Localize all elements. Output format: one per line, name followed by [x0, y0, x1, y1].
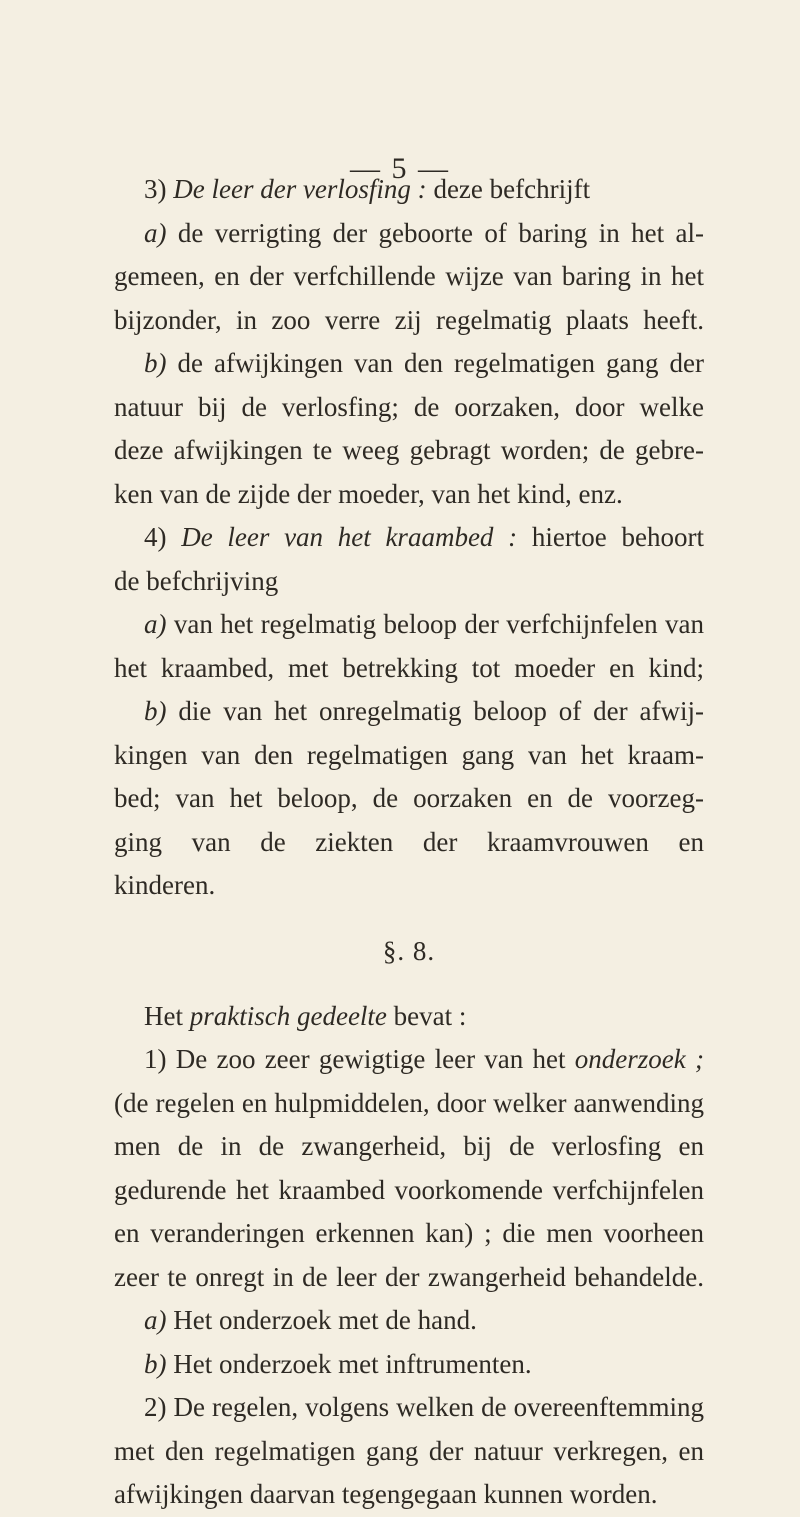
text-run: bed; van het beloop, de oorzaken en de voorzeg-: [114, 783, 704, 813]
text-line: [114, 299, 704, 343]
text-line: [114, 1343, 704, 1387]
text-line: [114, 1299, 704, 1343]
text-line: [114, 342, 704, 386]
italic-text: b): [144, 696, 167, 726]
text-line: [114, 168, 704, 212]
text-run: kingen van den regelmatigen gang van het kraam-: [114, 739, 704, 770]
text-line: [114, 473, 704, 517]
text-line: [114, 1125, 704, 1169]
text-run: met den regelmatigen gang der natuur verkregen, en: [114, 1435, 704, 1466]
text-line: [114, 603, 704, 647]
text-run: ken van de zijde der moeder, van het kind, enz.: [114, 478, 623, 509]
text-run: afwijkingen daarvan tegengegaan kunnen worden.: [114, 1479, 658, 1509]
italic-text: De leer der verlosfing :: [173, 174, 427, 204]
text-run: die van het onregelmatig beloop of der afwij-: [166, 696, 704, 726]
text-run: de befchrijving: [114, 565, 279, 596]
text-run: gedurende het kraambed voorkomende verfchijnfelen: [114, 1174, 704, 1205]
text-line: [114, 647, 704, 691]
text-line: [114, 777, 704, 821]
text-line: [114, 864, 704, 908]
text-line: [114, 255, 704, 299]
text-line: [114, 995, 704, 1039]
text-line: [114, 1082, 704, 1126]
text-run: 3): [144, 174, 174, 204]
text-run: (de regelen en hulpmiddelen, door welker aanwending: [114, 1087, 704, 1118]
italic-text: a): [144, 609, 167, 639]
text-line: [114, 429, 704, 473]
italic-text: De leer van het kraambed :: [181, 522, 518, 552]
text-run: 1) De zoo zeer gewigtige leer van het: [144, 1044, 575, 1074]
text-run: gemeen, en der verfchillende wijze van baring in het: [114, 261, 704, 291]
italic-text: b): [144, 348, 167, 378]
text-line: [114, 1169, 704, 1213]
text-run: natuur bij de verlosfing; de oorzaken, door welke: [114, 391, 704, 422]
text-line: [114, 212, 704, 256]
text-line: [114, 1038, 704, 1082]
text-run: bevat :: [386, 1000, 467, 1031]
text-run: hiertoe behoort: [517, 522, 704, 552]
text-run: deze befchrijft: [426, 174, 591, 204]
text-line: [114, 734, 704, 778]
italic-text: praktisch gedeelte: [189, 1000, 387, 1031]
text-run: kinderen.: [114, 870, 216, 900]
text-run: bijzonder, in zoo verre zij regelmatig plaats heeft.: [114, 304, 704, 335]
text-run: ging van de ziekten der kraamvrouwen en: [114, 826, 704, 857]
text-line: [114, 560, 704, 604]
text-line: [114, 1430, 704, 1474]
text-line: [114, 1212, 704, 1256]
text-line: [114, 690, 704, 734]
text-run: 4): [144, 522, 182, 552]
text-line: [114, 1256, 704, 1300]
text-line: [114, 1386, 704, 1430]
text-run: het kraambed, met betrekking tot moeder en kind;: [114, 652, 704, 683]
text-run: de afwijkingen van den regelmatigen gang der: [166, 348, 704, 378]
text-run: Het: [144, 1000, 190, 1031]
text-run: zeer te onregt in de leer der zwangerheid behandelde.: [114, 1261, 704, 1292]
text-line: [114, 1473, 704, 1517]
italic-text: onderzoek ;: [574, 1044, 704, 1074]
text-run: 2) De regelen, volgens welken de overeenftemming: [144, 1392, 704, 1422]
section-heading: §. 8.: [382, 935, 436, 966]
text-line: [114, 516, 704, 560]
text-run: Het onderzoek met inftrumenten.: [166, 1348, 532, 1379]
text-run: Het onderzoek met de hand.: [166, 1305, 477, 1335]
text-run: deze afwijkingen te weeg gebragt worden; de gebre-: [114, 435, 704, 465]
text-run: de verrigting der geboorte of baring in het al-: [166, 217, 704, 248]
text-line: [114, 386, 704, 430]
page-number: — 5 —: [350, 152, 450, 185]
italic-text: a): [144, 1305, 167, 1335]
text-run: en veranderingen erkennen kan) ; die men voorheen: [114, 1218, 704, 1248]
italic-text: b): [144, 1348, 167, 1379]
text-line: [114, 821, 704, 865]
body-text: [114, 168, 704, 1517]
text-run: men de in de zwangerheid, bij de verlosfing en: [114, 1131, 704, 1161]
italic-text: a): [144, 217, 167, 248]
text-run: van het regelmatig beloop der verfchijnfelen van: [166, 609, 704, 639]
